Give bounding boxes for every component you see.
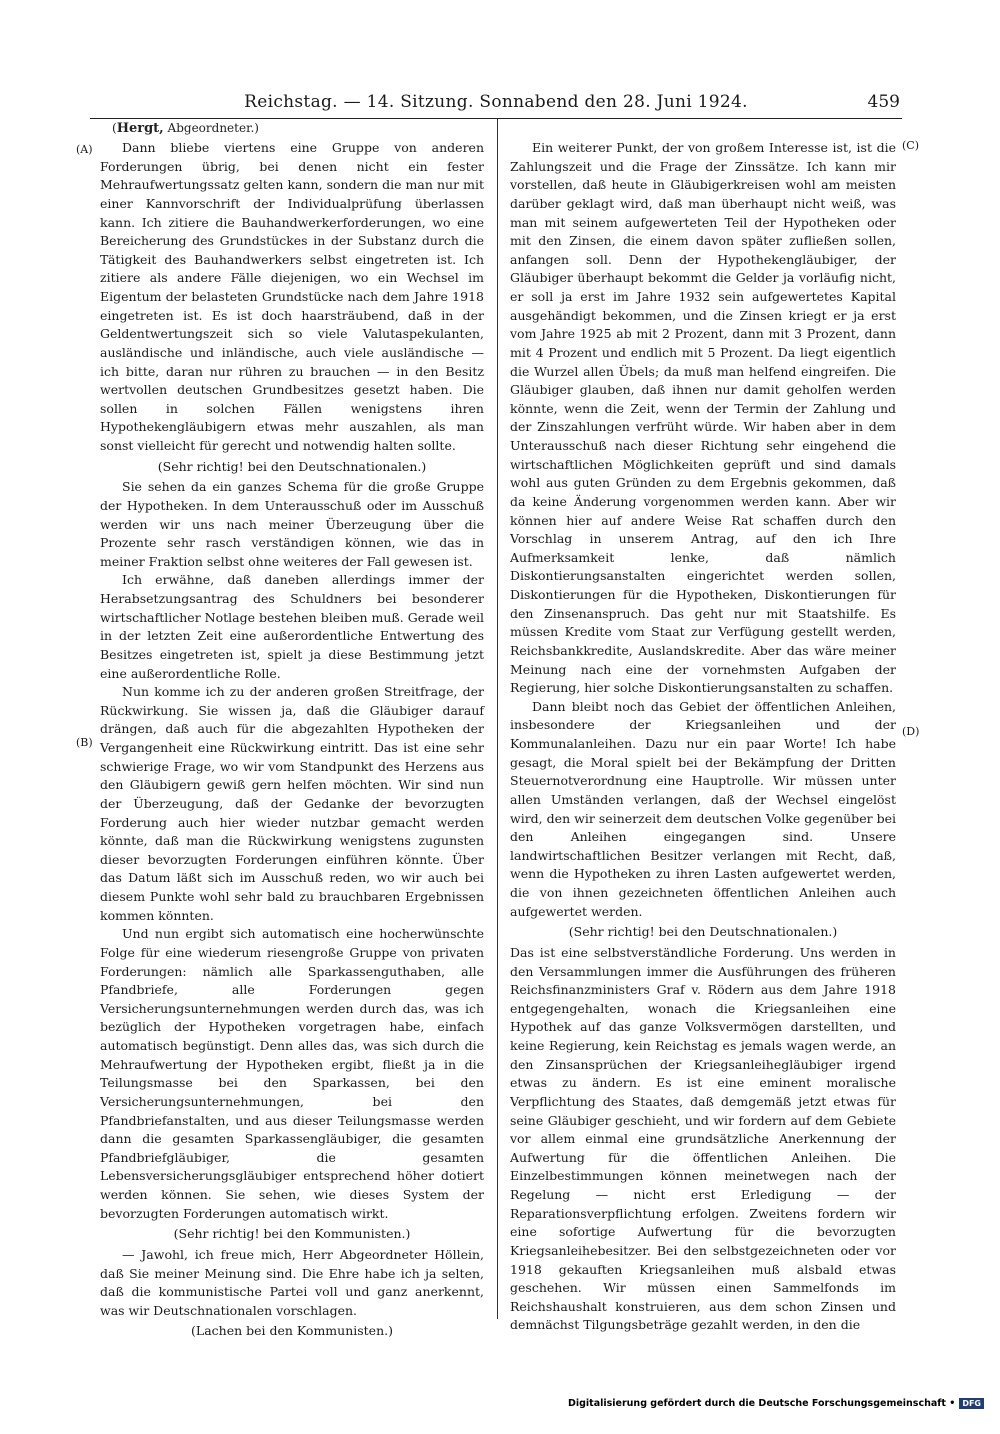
- interjection: (Sehr richtig! bei den Deutschnationalen.): [157, 458, 427, 474]
- paragraph: — Jawohl, ich freue mich, Herr Abgeordneter Höllein, daß Sie meiner Meinung sind. Die Ehre habe ich ja selten, daß die kommunistische Partei voll und ganz anerkennt, was wir Deutschnationalen vorschlagen.: [100, 1246, 484, 1318]
- interjection: (Sehr richtig! bei den Kommunisten.): [173, 1226, 411, 1242]
- speaker-line: [112, 121, 259, 136]
- right-column: [510, 139, 896, 1335]
- page-number: 459: [867, 92, 900, 112]
- speaker-role: Abgeordneter.): [167, 121, 259, 135]
- running-header: [90, 92, 902, 119]
- speaker-paren: (: [112, 121, 117, 135]
- footer-text: Digitalisierung gefördert durch die Deutsche Forschungsgemeinschaft •: [567, 1398, 956, 1409]
- header-title: Reichstag. — 14. Sitzung. Sonnabend den 28. Juni 1924.: [244, 92, 748, 112]
- interjection: (Sehr richtig! bei den Deutschnationalen.): [568, 924, 838, 940]
- paragraph: Und nun ergibt sich automatisch eine hocherwünschte Folge für eine wiederum riesengroße Gruppe von privaten Forderungen: nämlich alle Sparkassenguthaben, alle Pfandbriefe, alle Forderungen gegen Versicherungsunternehmungen werden durch das, was ich bezüglich der Hypotheken vorgetragen habe, einfach automatisch begünstigt. Denn alles das, was sich durch die Mehraufwertung der Hypotheken ergibt, fließt ja in die Teilungsmasse bei den Sparkassen, bei den Versicherungsunternehmungen, bei den Pfandbriefanstalten, und aus dieser Teilungsmasse werden dann die gesamten Sparkassengläubiger, die gesamten Pfandbriefgläubiger, die gesamten Lebensversicherungsgläubiger entsprechend höher dotiert werden können. Sie sehen, wie dieses System der bevorzugten Forderungen automatisch wirkt.: [100, 926, 484, 1221]
- paragraph: Ich erwähne, daß daneben allerdings immer der Herabsetzungsantrag des Schuldners bei besonderer wirtschaftlicher Notlage bestehen bleiben muß. Gerade weil in der letzten Zeit eine außerordentliche Entwertung des Besitzes eingetreten ist, spielt ja diese Bestimmung jetzt eine außerordentliche Rolle.: [100, 572, 484, 681]
- footer-credit: [568, 1398, 984, 1409]
- margin-marker-d: (D): [902, 725, 920, 738]
- margin-marker-b: (B): [76, 736, 93, 749]
- speaker-name: Hergt,: [116, 121, 164, 136]
- paragraph: Dann bleibt noch das Gebiet der öffentlichen Anleihen, insbesondere der Kriegsanleihen und der Kommunalanleihen. Dazu nur ein paar Worte! Ich habe gesagt, die Moral spielt bei der Bekämpfung der Dritten Steuernotverordnung eine Hauptrolle. Wir müssen unter allen Umständen verlangen, daß der Wechsel eingelöst wird, den wir seinerzeit dem deutschen Volke gegenüber bei den Anleihen eingegangen sind. Unsere landwirtschaftlichen Besitzer verlangen mit Recht, daß, wenn die Hypotheken zu ihren Lasten aufgewertet werden, die von ihnen gezeichneten öffentlichen Anleihen auch aufgewertet werden.: [510, 698, 896, 919]
- dfg-logo: DFG: [959, 1398, 984, 1409]
- column-divider: [497, 119, 498, 1319]
- margin-marker-c: (C): [902, 139, 919, 152]
- interjection: (Lachen bei den Kommunisten.): [191, 1323, 393, 1339]
- paragraph: Das ist eine selbstverständliche Forderung. Uns werden in den Versammlungen immer die Ausführungen des früheren Reichsfinanzministers Graf v. Rödern aus dem Jahre 1918 entgegengehalten, wonach die Kriegsanleihen eine Hypothek auf das ganze Volksvermögen darstellten, und keine Regierung, kein Reichstag es jemals wagen werde, an den Zinsansprüchen der Kriegsanleihegläubiger irgend etwas zu ändern. Es ist eine eminent moralische Verpflichtung des Staates, daß demgemäß jetzt etwas für seine Gläubiger geschieht, und wir fordern auf dem Gebiete vor allem einmal eine grundsätzliche Anerkennung der Aufwertung für die öffentlichen Anleihen. Die Einzelbestimmungen können meinetwegen nach der Regelung — nicht erst Erledigung — der Reparationsverpflichtung erfolgen. Zweitens fordern wir eine sofortige Aufwertung für die bevorzugten Kriegsanleihebesitzer. Bei den selbstgezeichneten oder vor 1918 gekauften Kriegsanleihen muß alsbald etwas geschehen. Wir müssen einen Sammelfonds im Reichshaushalt konstruieren, aus dem schon Zinsen und demnächst Tilgungsbeträge gezahlt werden, in den die: [510, 944, 896, 1333]
- margin-marker-a: (A): [76, 143, 93, 156]
- paragraph: Sie sehen da ein ganzes Schema für die große Gruppe der Hypotheken. In dem Unterausschuß oder im Ausschuß werden wir uns nach meiner Überzeugung über die Prozente sehr rasch verständigen können, wie das in meiner Fraktion selbst ohne weiteres der Fall gewesen ist.: [100, 479, 484, 569]
- paragraph: Dann bliebe viertens eine Gruppe von anderen Forderungen übrig, bei denen nicht ein fester Mehraufwertungssatz gelten kann, sondern die man nur mit einer Kannvorschrift der Individualprüfung überlassen kann. Ich zitiere die Bauhandwerkerforderungen, wo eine Bereicherung des Grundstückes in der Substanz durch die Tätigkeit des Bauhandwerkers selbst eingetreten ist. Ich zitiere als andere Fälle diejenigen, wo ein Wechsel im Eigentum der belasteten Grundstücke nach dem Jahre 1918 eingetreten ist. Es ist doch haarsträubend, daß in der Geldentwertungszeit sich so viele Valutaspekulanten, ausländische und inländische, auch viele ausländische — ich bitte, daran nur rühren zu brauchen — in den Besitz wertvollen deutschen Grundbesitzes gesetzt haben. Die sollen in solchen Fällen wenigstens ihren Hypothekengläubigern etwas mehr auszahlen, als man sonst vielleicht für gerecht und notwendig halten sollte.: [100, 140, 484, 453]
- paragraph: Ein weiterer Punkt, der von großem Interesse ist, ist die Zahlungszeit und die Frage der Zinssätze. Ich kann mir vorstellen, daß heute in Gläubigerkreisen wohl am meisten darüber geklagt wird, daß man überhaupt nicht weiß, was man mit seinem aufgewerteten Teil der Hypotheken oder mit den Zinsen, die einem davon später zufließen sollen, anfangen soll. Denn der Hypothekengläubiger, der Gläubiger überhaupt bekommt die Gelder ja vorläufig nicht, er soll ja erst im Jahre 1932 sein aufgewertetes Kapital ausgehändigt bekommen, und die Zinsen kriegt er ja erst vom Jahre 1925 ab mit 2 Prozent, dann mit 3 Prozent, dann mit 4 Prozent und endlich mit 5 Prozent. Da liegt eigentlich die Wurzel allen Übels; da muß man helfend eingreifen. Die Gläubiger glauben, daß ihnen nur damit geholfen werden könnte, wenn die Zeit, wenn der Termin der Zahlung und der Zinszahlungen verfrüht würde. Wir haben aber in dem Unterausschuß nach dieser Richtung sehr eingehend die wirtschaftlichen Möglichkeiten geprüft und sind damals wohl aus guten Gründen zu dem Ergebnis gekommen, daß da keine Änderung vorgenommen werden kann. Aber wir können hier auf andere Weise Rat schaffen durch den Vorschlag in unserem Antrag, auf den ich Ihre Aufmerksamkeit lenke, daß nämlich Diskontierungsanstalten eingerichtet werden sollen, Diskontierungen für die Hypotheken, Diskontierungen für den Zinsenanspruch. Das geht nur mit Staatshilfe. Es müssen Kredite vom Staat zur Verfügung gestellt werden, Reichsbankkredite, Auslandskredite. Aber das wäre meiner Meinung nach eine der vornehmsten Aufgaben der Regierung, hier solche Diskontierungsanstalten zu schaffen.: [510, 140, 896, 696]
- paragraph: Nun komme ich zu der anderen großen Streitfrage, der Rückwirkung. Sie wissen ja, daß die Gläubiger darauf drängen, daß auch für die abgezahlten Hypotheken der Vergangenheit eine Rückwirkung eintritt. Das ist eine sehr schwierige Frage, wo wir vom Standpunkt des Herzens aus den Gläubigern gewiß gern helfen möchten. Wir sind nun der Überzeugung, daß der Gedanke der bevorzugten Forderung auch hier wieder nutzbar gemacht werden könnte, daß man die Rückwirkung wenigstens zugunsten dieser bevorzugten Forderungen einführen könnte. Über das Datum läßt sich im Ausschuß reden, wo wir auch bei diesem Punkte wohl sehr bald zu brauchbaren Ergebnissen kommen könnten.: [100, 684, 484, 923]
- left-column: [100, 139, 484, 1343]
